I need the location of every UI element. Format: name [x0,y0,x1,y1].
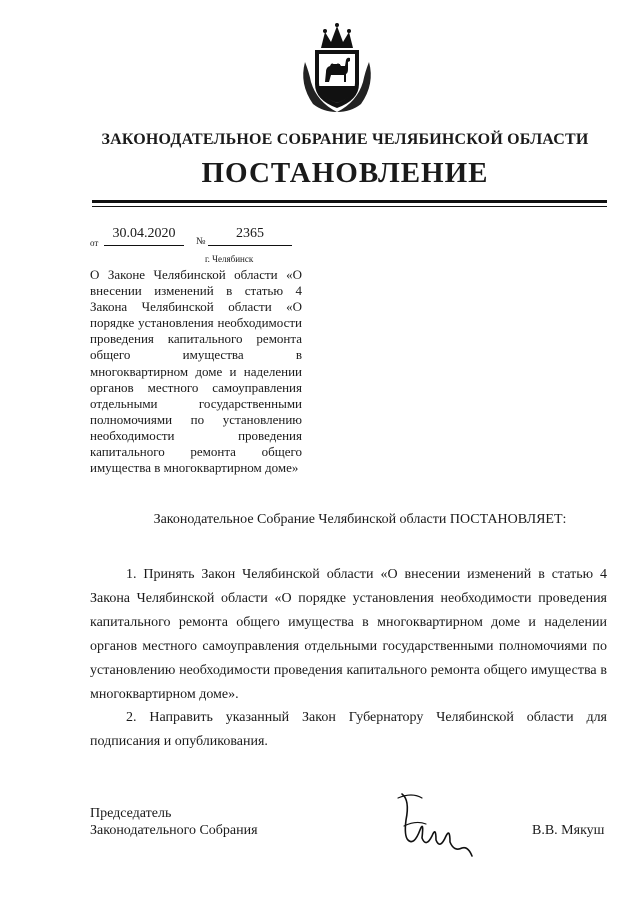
resolution-item-1: 1. Принять Закон Челябинской области «О внесении изменений в статью 4 Закона Челябинской области «О порядке установления необходимости проведения капитального ремонта общего имущества в многоквартирном доме и наделении органов местного самоуправления отдельными государственными полномочиями по установлению необходимости проведения капитального ремонта общего имущества в многоквартирном доме». [90,567,607,702]
handwritten-signature-icon [392,790,482,862]
registration-line [90,228,300,250]
signatory-name: В.В. Мякуш [532,823,605,838]
header-rule-thin [92,206,607,207]
header-rule-thick [92,200,607,203]
date-prefix: от [90,238,99,248]
resolution-item-2: 2. Направить указанный Закон Губернатору Челябинской области для подписания и опубликования. [90,710,607,749]
organization-title: ЗАКОНОДАТЕЛЬНОЕ СОБРАНИЕ ЧЕЛЯБИНСКОЙ ОБЛАСТИ [101,131,589,148]
document-type-title: ПОСТАНОВЛЕНИЕ [201,157,489,189]
signatory-position-line-1: Председатель [90,806,172,821]
document-number: 2365 [208,226,292,246]
document-subject: О Законе Челябинской области «О внесении изменений в статью 4 Закона Челябинской области «О порядке установления необходимости проведения капитального ремонта общего имущества в многоквартирном доме и наделении органов местного самоуправления отдельными государственными полномочиями по установлению необходимости проведения капитального ремонта общего имущества в многоквартирном доме» [90,267,302,476]
document-date: 30.04.2020 [104,226,184,246]
signatory-position-line-2: Законодательного Собрания [90,823,258,838]
signatory-position [90,805,258,839]
document-city: г. Челябинск [205,254,254,264]
chelyabinsk-coat-of-arms-icon [295,22,379,114]
number-prefix: № [196,236,206,247]
preamble: Законодательное Собрание Челябинской области ПОСТАНОВЛЯЕТ: [153,512,567,527]
